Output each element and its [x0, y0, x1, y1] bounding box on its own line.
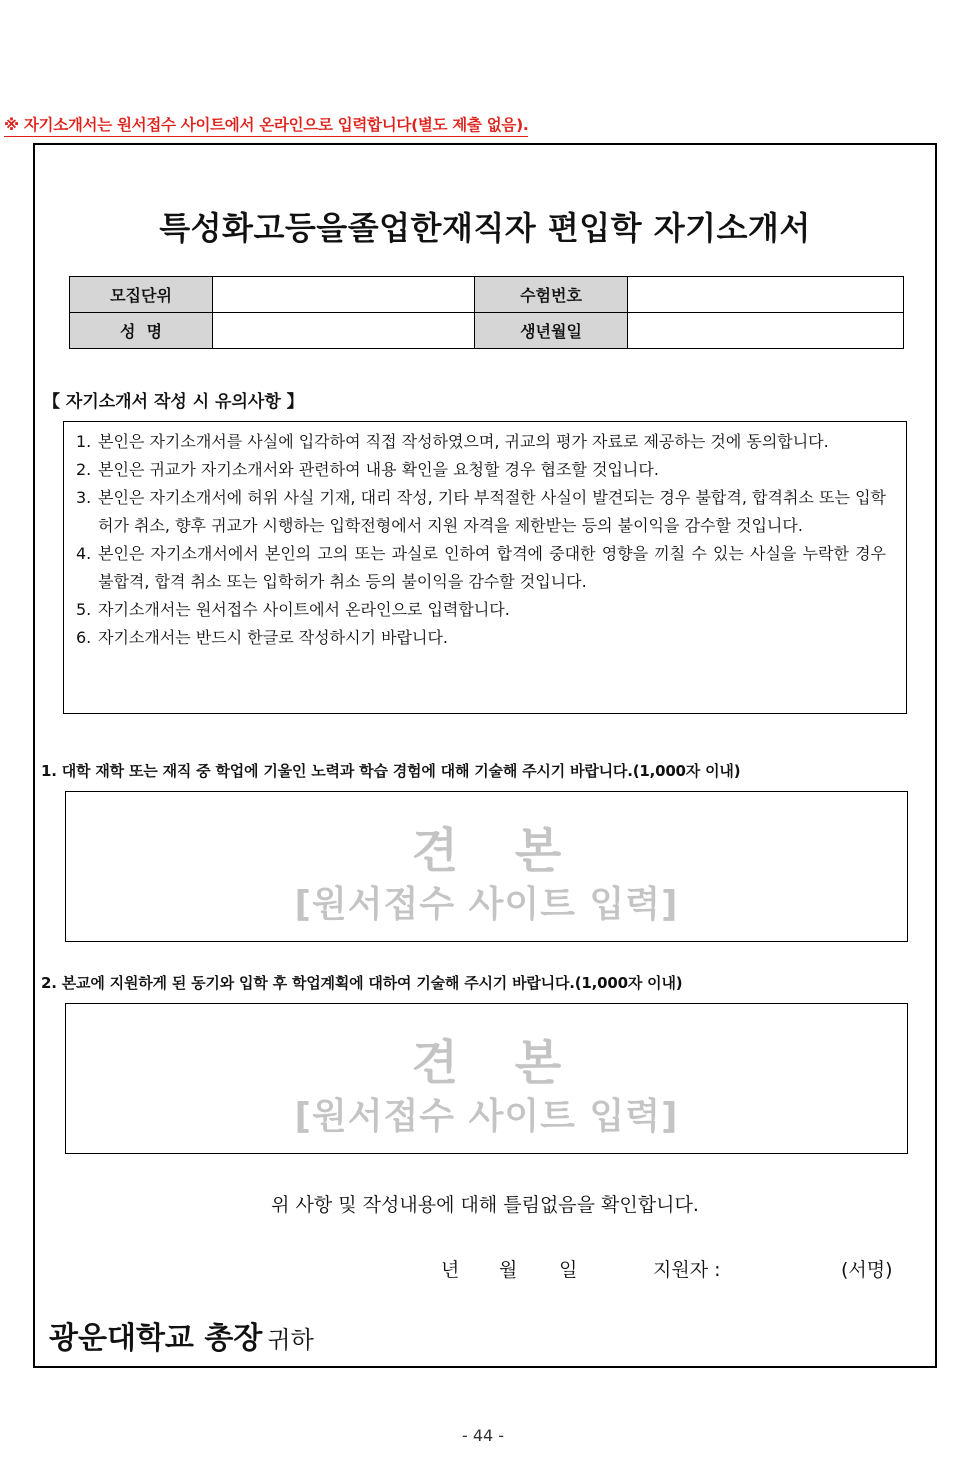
item-text: 자기소개서는 원서접수 사이트에서 온라인으로 입력합니다. — [98, 600, 510, 619]
name-label: 성 명 — [70, 313, 213, 349]
item-number: 5. — [76, 600, 92, 619]
item-number: 4. — [76, 544, 92, 563]
year-label: 년 — [441, 1259, 460, 1281]
addressee — [49, 1313, 314, 1357]
confirmation-statement: 위 사항 및 작성내용에 대해 틀림없음을 확인합니다. — [271, 1194, 699, 1216]
guidelines-box — [63, 421, 907, 714]
list-item — [76, 596, 886, 624]
applicant-info-table — [69, 276, 904, 349]
question-1-answer-box[interactable] — [65, 791, 908, 942]
birthdate-field[interactable] — [628, 313, 904, 349]
month-label: 월 — [499, 1259, 518, 1281]
online-notice: ※ 자기소개서는 원서접수 사이트에서 온라인으로 입력합니다(별도 제출 없음). — [4, 113, 528, 137]
signature-label: (서명) — [841, 1259, 893, 1281]
watermark-online-entry: [원서접수 사이트 입력] — [294, 884, 679, 925]
department-field[interactable] — [213, 277, 475, 313]
item-text: 본인은 귀교가 자기소개서와 관련하여 내용 확인을 요청할 경우 협조할 것입니다. — [98, 460, 659, 479]
watermark-sample: 견 본 — [411, 823, 582, 879]
item-number: 3. — [76, 488, 92, 507]
guidelines-heading: 【 자기소개서 작성 시 유의사항 】 — [43, 392, 304, 412]
item-number: 2. — [76, 460, 92, 479]
list-item — [76, 624, 886, 652]
applicant-label: 지원자 : — [653, 1259, 721, 1281]
page-title: 특성화고등을졸업한재직자 편입학 자기소개서 — [159, 209, 811, 247]
item-text: 자기소개서는 반드시 한글로 작성하시기 바랍니다. — [98, 628, 449, 647]
watermark-online-entry: [원서접수 사이트 입력] — [294, 1096, 679, 1137]
addressee-name: 광운대학교 총장 — [49, 1321, 263, 1356]
item-text: 본인은 자기소개서에 허위 사실 기재, 대리 작성, 기타 부적절한 사실이 발견되는 경우 불합격, 합격취소 또는 입학허가 취소, 향후 귀교가 시행하는 입학전형에서 지원 자격을 제한받는 등의 불이익을 감수할 것입니다. — [98, 488, 886, 535]
department-label: 모집단위 — [70, 277, 213, 313]
list-item — [76, 428, 886, 456]
name-field[interactable] — [213, 313, 475, 349]
table-row — [70, 313, 904, 349]
item-text: 본인은 자기소개서에서 본인의 고의 또는 과실로 인하여 합격에 중대한 영향을 끼칠 수 있는 사실을 누락한 경우 불합격, 합격 취소 또는 입학허가 취소 등의 불이익을 감수할 것입니다. — [98, 544, 886, 591]
list-item — [76, 484, 886, 540]
item-text: 본인은 자기소개서를 사실에 입각하여 직접 작성하였으며, 귀교의 평가 자료로 제공하는 것에 동의합니다. — [98, 432, 829, 451]
birthdate-label: 생년월일 — [475, 313, 628, 349]
question-2-answer-box[interactable] — [65, 1003, 908, 1154]
question-1-label: 1. 대학 재학 또는 재직 중 학업에 기울인 노력과 학습 경험에 대해 기술해 주시기 바랍니다.(1,000자 이내) — [41, 762, 741, 780]
exam-number-field[interactable] — [628, 277, 904, 313]
form-frame — [33, 143, 937, 1368]
exam-number-label: 수험번호 — [475, 277, 628, 313]
question-2-label: 2. 본교에 지원하게 된 동기와 입학 후 학업계획에 대하여 기술해 주시기 바랍니다.(1,000자 이내) — [41, 974, 683, 992]
item-number: 1. — [76, 432, 92, 451]
item-number: 6. — [76, 628, 92, 647]
table-row — [70, 277, 904, 313]
watermark-sample: 견 본 — [411, 1035, 582, 1091]
list-item — [76, 540, 886, 596]
addressee-honorific: 귀하 — [267, 1326, 314, 1354]
page-number: - 44 - — [461, 1426, 505, 1445]
day-label: 일 — [559, 1259, 578, 1281]
list-item — [76, 456, 886, 484]
